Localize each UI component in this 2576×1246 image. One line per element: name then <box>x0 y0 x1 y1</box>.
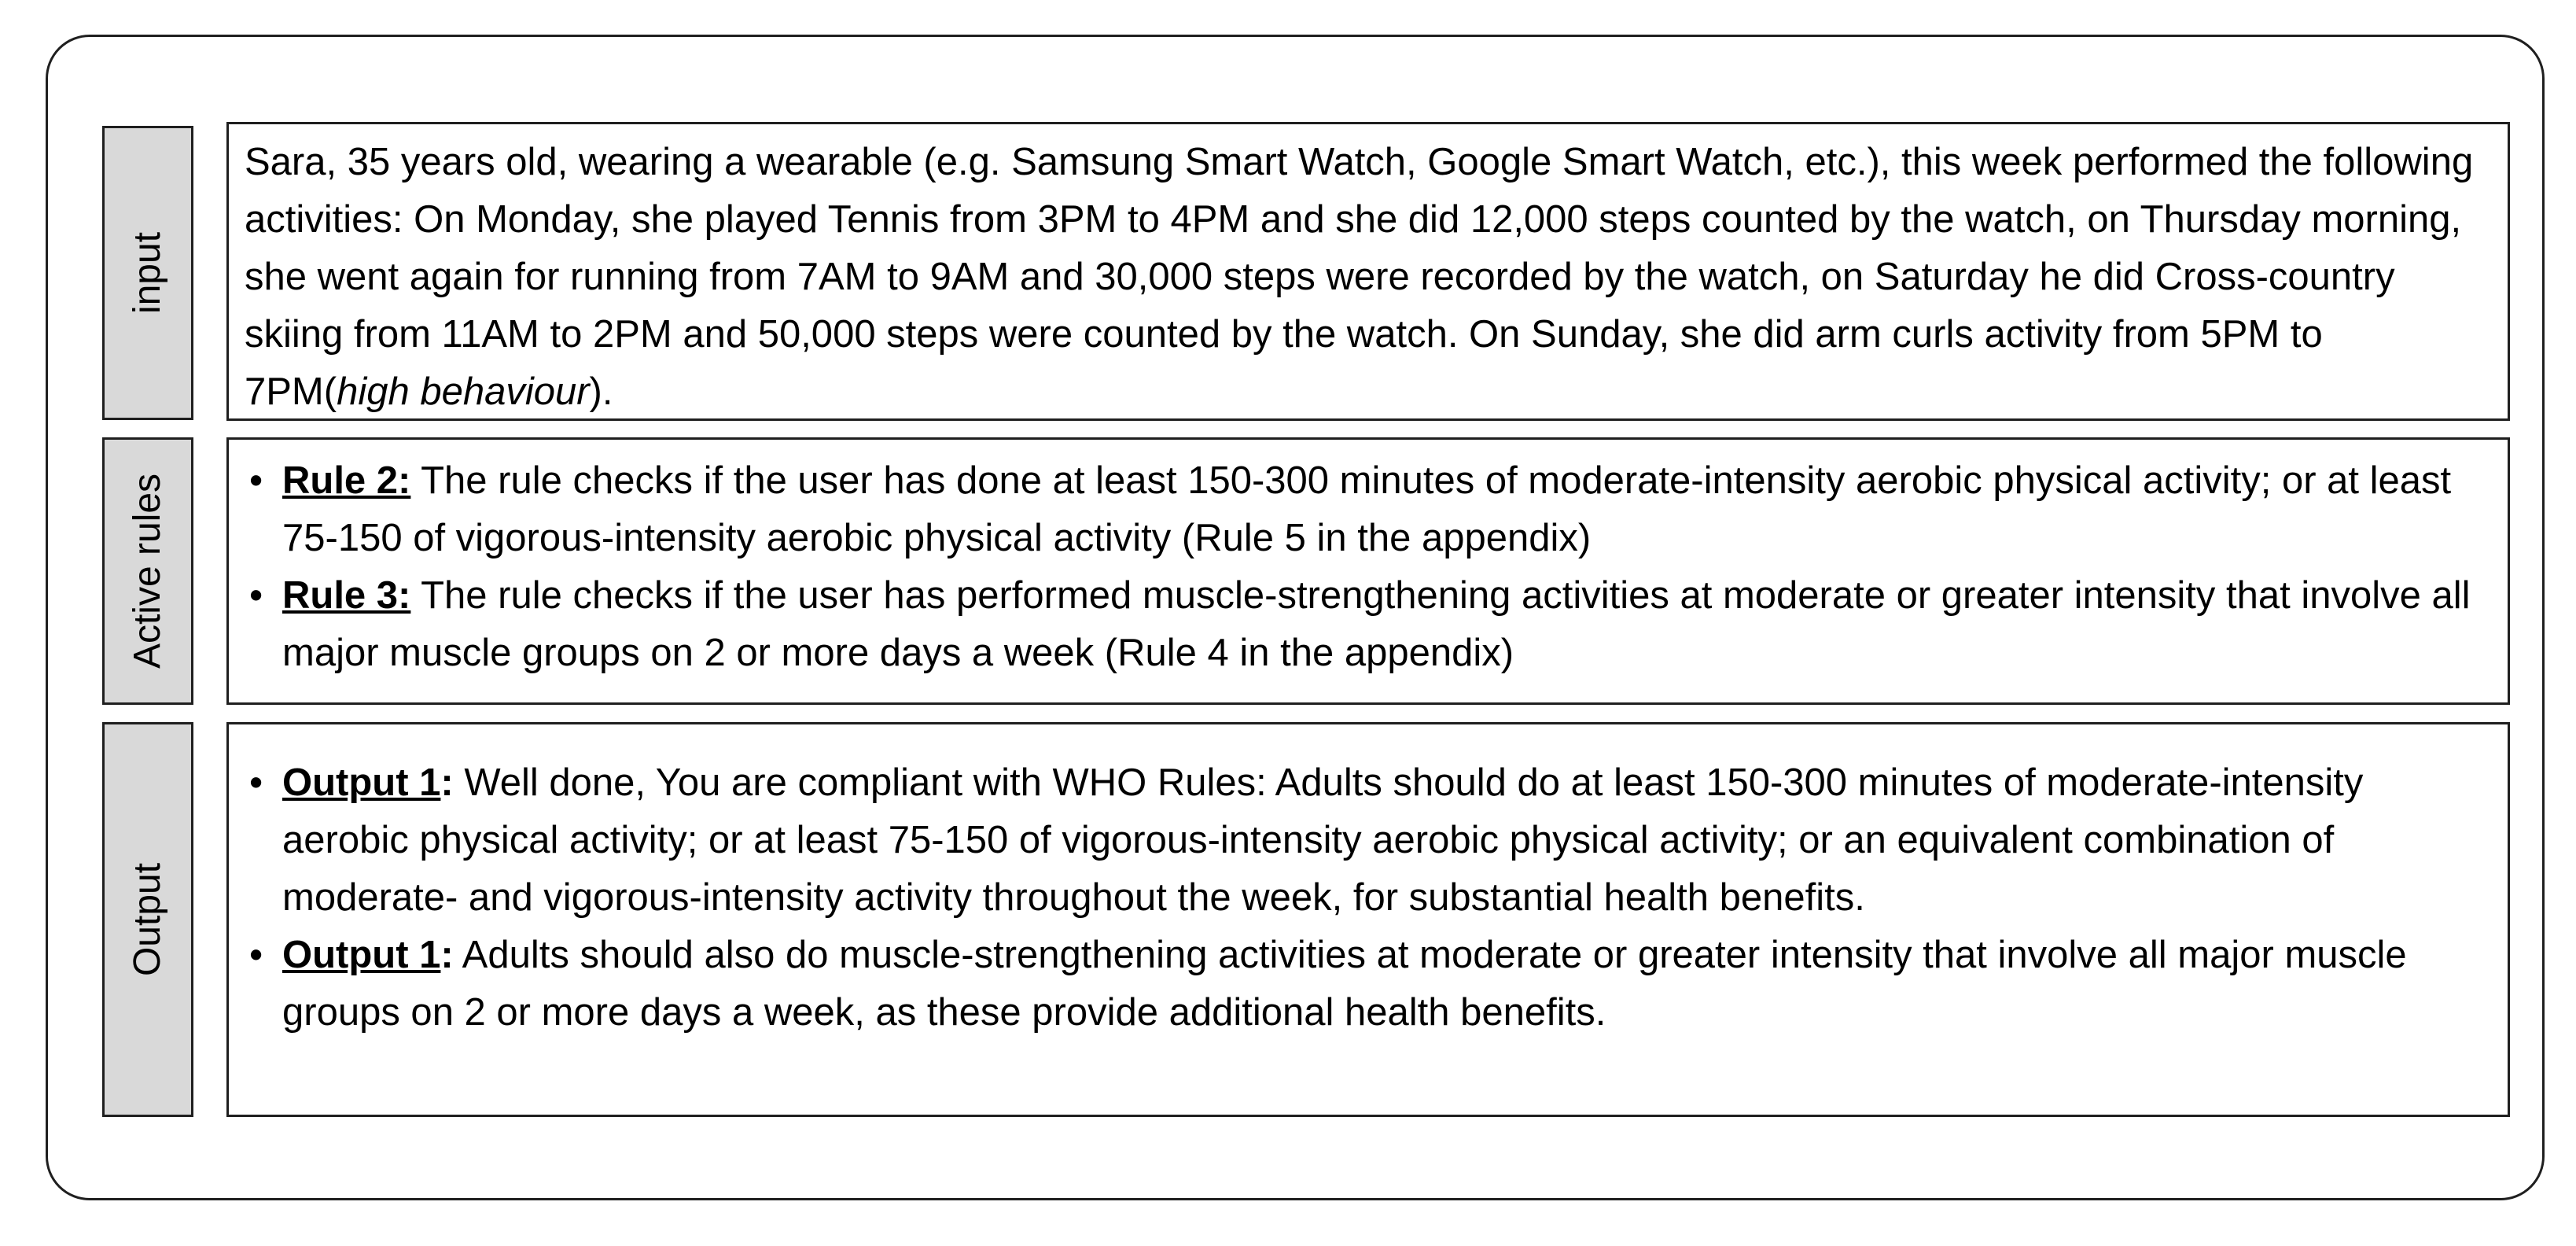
input-text: Sara, 35 years old, wearing a wearable (e.g. Samsung Smart Watch, Google Smart Watch, etc.), this week performed the following activities: On Monday, she played Tennis from 3PM to 4PM and she did 12,000 steps counted by the watch, on Thursday morning, she went again for running from 7AM to 9AM and 30,000 steps were recorded by the watch, on Saturday he did Cross-country skiing from 11AM to 2PM and 50,000 steps were counted by the watch. On Sunday, she did arm curls activity from 5PM to 7PM( <box>245 141 2474 413</box>
active-rules-label-text: Active rules <box>127 473 168 669</box>
bullet: • <box>249 459 263 502</box>
output-section-label <box>102 722 193 1117</box>
output-item <box>245 754 2493 927</box>
input-box <box>226 122 2510 421</box>
input-section-label <box>102 126 193 420</box>
output-label-text: Output <box>127 862 168 977</box>
bullet: • <box>249 934 263 976</box>
input-paragraph <box>245 134 2493 421</box>
output-box <box>226 722 2510 1117</box>
active-rules-section-label <box>102 437 193 705</box>
output-title: Output 1 <box>282 761 441 804</box>
active-rules-box <box>226 437 2510 705</box>
input-text-end: ). <box>589 370 613 413</box>
output-colon: : <box>440 934 454 976</box>
rule-description: The rule checks if the user has performed muscle-strengthening activities at moderate or greater intensity that involve all major muscle groups on 2 or more days a week (Rule 4 in the appendix) <box>282 574 2471 674</box>
rule-description: The rule checks if the user has done at least 150-300 minutes of moderate-intensity aerobic physical activity; or at least 75-150 of vigorous-intensity aerobic physical activity (Rule 5 in the appendix) <box>282 459 2452 559</box>
rule-title: Rule 3: <box>282 574 411 617</box>
rule-item <box>245 452 2493 567</box>
rule-title: Rule 2: <box>282 459 411 502</box>
output-item <box>245 927 2493 1041</box>
output-description: Adults should also do muscle-strengthening activities at moderate or greater intensity that involve all major muscle groups on 2 or more days a week, as these provide additional health benefits. <box>282 934 2407 1034</box>
output-title: Output 1 <box>282 934 441 976</box>
output-colon: : <box>440 761 454 804</box>
input-label-text: input <box>127 231 168 315</box>
output-description: Well done, You are compliant with WHO Rules: Adults should do at least 150-300 minutes of moderate-intensity aerobic physical activity; or at least 75-150 of vigorous-intensity aerobic physical activity; or an equivalent combination of moderate- and vigorous-intensity activity throughout the week, for substantial health benefits. <box>282 761 2364 919</box>
bullet: • <box>249 761 263 804</box>
bullet: • <box>249 574 263 617</box>
rule-item <box>245 567 2493 682</box>
input-emphasis: high behaviour <box>337 370 590 413</box>
